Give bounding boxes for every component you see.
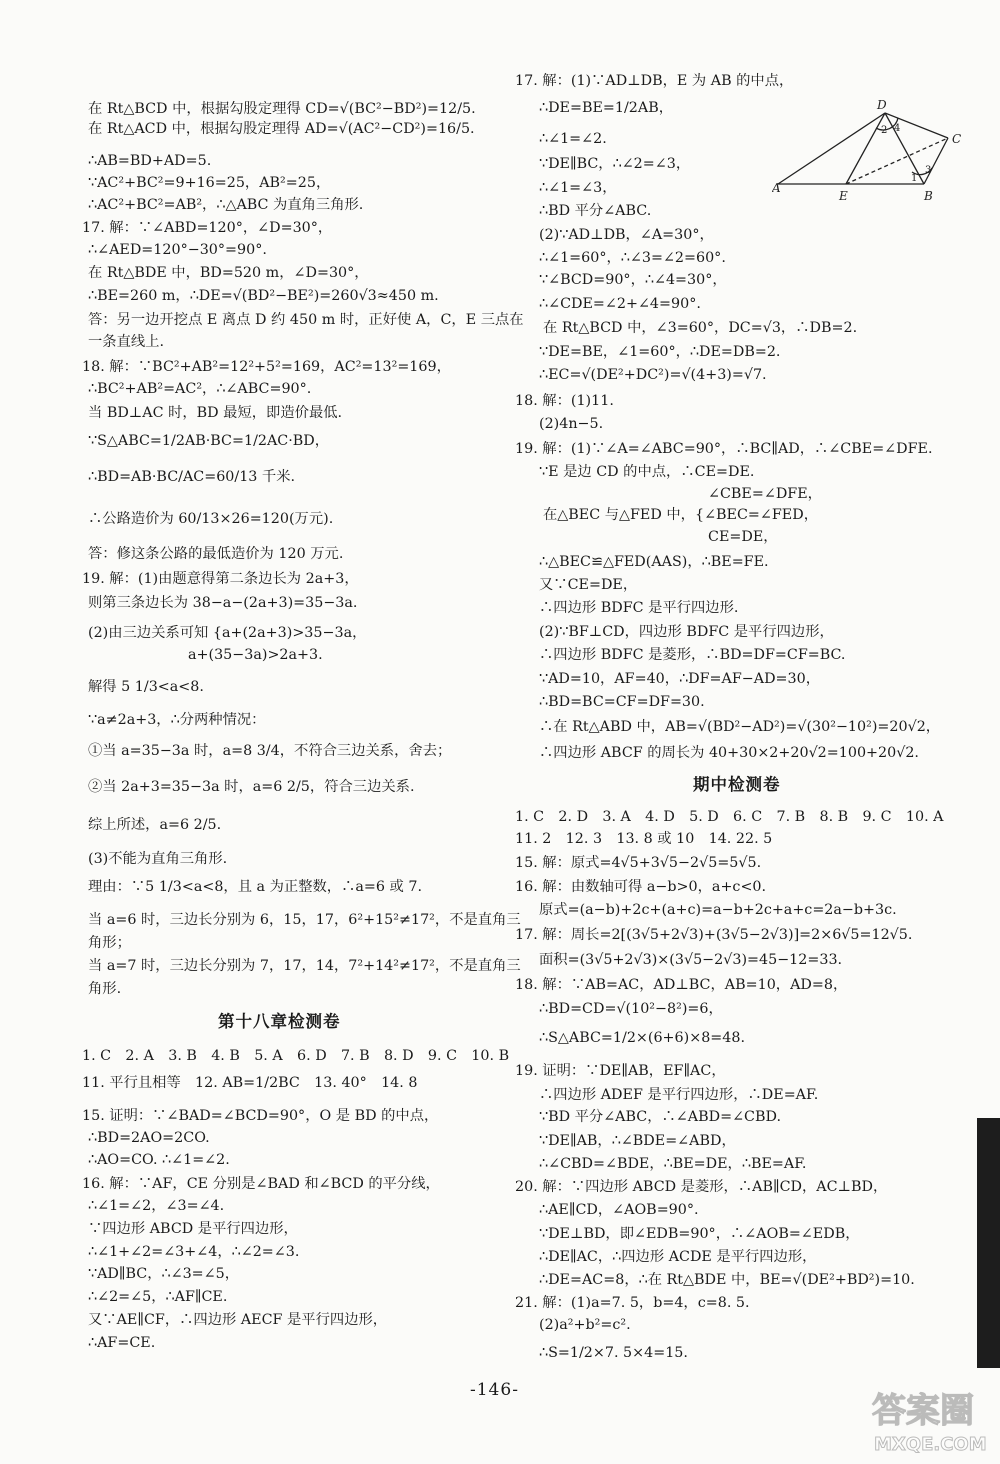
text-line: ∵AC²+BC²=9+16=25，AB²=25， — [88, 175, 331, 191]
text-line: (3)不能为直角三角形. — [88, 851, 228, 867]
section-title: 期中检测卷 — [693, 775, 781, 794]
text-line: ∴AC²+BC²=AB²，∴△ABC 为直角三角形. — [88, 197, 364, 213]
text-line: 17. 解：(1)∵AD⊥DB，E 为 AB 的中点， — [515, 73, 794, 89]
text-line: ∴∠1=60°，∴∠3=∠2=60°. — [539, 250, 726, 266]
text-line: ∴AF=CE. — [88, 1335, 156, 1351]
text-line: ∴四边形 BDFC 是平行四边形. — [539, 600, 739, 616]
text-line: 11. 平行且相等 12. AB=1/2BC 13. 40° 14. 8 — [82, 1075, 418, 1091]
text-line: ∴BD=2AO=2CO. — [88, 1130, 210, 1146]
text-line: 角形； — [88, 935, 131, 951]
text-line: ∵∠BCD=90°，∴∠4=30°， — [539, 272, 727, 288]
text-line: 答：修这条公路的最低造价为 120 万元. — [88, 546, 344, 562]
text-line: ∴AB=BD+AD=5. — [88, 153, 212, 169]
text-line: ∴DE∥AC，∴四边形 ACDE 是平行四边形， — [539, 1249, 817, 1265]
watermark-url: MXQE.COM — [874, 1434, 987, 1455]
text-line: ①当 a=35−3a 时，a=8 3/4，不符合三边关系，舍去； — [88, 743, 452, 759]
text-line: ∴∠CBD=∠BDE，∴BE=DE，∴BE=AF. — [539, 1156, 807, 1172]
label-angle-3: 3 — [925, 165, 932, 176]
text-line: ∴DE=BE=1/2AB， — [539, 100, 674, 116]
text-line: ∴BD=BC=CF=DF=30. — [539, 694, 705, 710]
text-line: ∴EC=√(DE²+DC²)=√(4+3)=√7. — [539, 367, 767, 383]
segment-db — [885, 113, 924, 184]
text-line: ∴∠AED=120°−30°=90°. — [88, 242, 267, 258]
text-line: ∴BD=CD=√(10²−8²)=6， — [539, 1001, 723, 1017]
text-line: ∠CBE=∠DFE， — [708, 486, 822, 502]
text-line: 当 a=7 时，三边长分别为 7，17，14，7²+14²≠17²，不是直角三 — [88, 958, 521, 974]
text-line: ∵AD∥BC，∴∠3=∠5， — [88, 1266, 240, 1282]
text-line: 17. 解：周长=2[(3√5+2√3)+(3√5−2√3)]=2×6√5=12√5. — [515, 927, 913, 943]
text-line: 19. 证明：∵DE∥AB，EF∥AC， — [515, 1063, 726, 1079]
text-line: 当 a=6 时，三边长分别为 6，15，17，6²+15²≠17²，不是直角三 — [88, 912, 521, 928]
text-line: 当 BD⊥AC 时，BD 最短，即造价最低. — [88, 405, 343, 421]
text-line: (2)4n−5. — [539, 416, 604, 432]
text-line: ∵DE⊥BD，即∠EDB=90°，∴∠AOB=∠EDB， — [539, 1226, 860, 1242]
label-c: C — [952, 132, 962, 146]
text-line: 角形. — [88, 981, 122, 997]
text-line: 1. C 2. A 3. B 4. B 5. A 6. D 7. B 8. D 9. C 10. B — [82, 1048, 510, 1064]
text-line: ∴BD=AB·BC/AC=60/13 千米. — [88, 469, 296, 485]
text-line: 在 Rt△ACD 中，根据勾股定理得 AD=√(AC²−CD²)=16/5. — [88, 121, 475, 137]
label-e: E — [839, 189, 848, 203]
text-line: ∴BE=260 m，∴DE=√(BD²−BE²)=260√3≈450 m. — [88, 288, 439, 304]
text-line: ∴∠CDE=∠2+∠4=90°. — [539, 296, 701, 312]
text-line: 原式=(a−b)+2c+(a+c)=a−b+2c+a+c=2a−b+3c. — [539, 902, 897, 918]
text-line: ∴四边形 ADEF 是平行四边形，∴DE=AF. — [539, 1087, 819, 1103]
text-line: ∴∠1=∠2. — [539, 131, 607, 147]
text-line: 1. C 2. D 3. A 4. D 5. D 6. C 7. B 8. B 9. C 10. A — [515, 809, 944, 825]
text-line: ∴公路造价为 60/13×26=120(万元). — [88, 511, 334, 527]
label-angle-1: 1 — [911, 173, 918, 184]
text-line: (2)∵AD⊥DB，∠A=30°， — [539, 227, 714, 243]
text-line: ∴△BEC≌△FED(AAS)，∴BE=FE. — [539, 554, 769, 570]
label-angle-2: 2 — [881, 125, 888, 136]
text-line: 则第三条边长为 38−a−(2a+3)=35−3a. — [88, 595, 358, 611]
text-line: 又∵CE=DE， — [539, 577, 638, 593]
text-line: ∴在 Rt△ABD 中，AB=√(BD²−AD²)=√(30²−10²)=20√2， — [539, 719, 941, 735]
text-line: ∴AE∥CD，∠AOB=90°. — [539, 1202, 699, 1218]
text-line: 11. 2 12. 3 13. 8 或 10 14. 22. 5 — [515, 831, 773, 847]
text-line: ∴DE=AC=8，∴在 Rt△BDE 中，BE=√(DE²+BD²)=10. — [539, 1272, 915, 1288]
text-line: (2)∵BF⊥CD，四边形 BDFC 是平行四边形， — [539, 624, 834, 640]
text-line: 20. 解：∵四边形 ABCD 是菱形，∴AB∥CD，AC⊥BD， — [515, 1179, 888, 1195]
text-line: ∴∠2=∠5，∴AF∥CE. — [88, 1289, 228, 1305]
text-line: ∴S△ABC=1/2×(6+6)×8=48. — [539, 1030, 746, 1046]
text-line: ∵a≠2a+3，∴分两种情况： — [88, 712, 266, 728]
text-line: ∵DE∥BC，∴∠2=∠3， — [539, 156, 691, 172]
label-a: A — [772, 181, 781, 195]
text-line: 在△BEC 与△FED 中，{∠BEC=∠FED， — [543, 507, 818, 523]
text-line: 解得 5 1/3<a<8. — [88, 679, 204, 695]
text-line: ∴∠1+∠2=∠3+∠4，∴∠2=∠3. — [88, 1244, 300, 1260]
text-line: 理由：∵5 1/3<a<8，且 a 为正整数，∴a=6 或 7. — [88, 879, 423, 895]
text-line: ∴∠1=∠2，∠3=∠4. — [88, 1198, 225, 1214]
text-line: 18. 解：(1)11. — [515, 393, 614, 409]
text-line: 在 Rt△BCD 中，根据勾股定理得 CD=√(BC²−BD²)=12/5. — [88, 101, 476, 117]
geometry-figure — [772, 96, 968, 206]
watermark-text: 答案圈 — [872, 1391, 974, 1431]
text-line: ②当 2a+3=35−3a 时，a=6 2/5，符合三边关系. — [88, 779, 415, 795]
text-line: ∴∠1=∠3， — [539, 180, 617, 196]
text-line: 19. 解：(1)由题意得第二条边长为 2a+3， — [82, 571, 359, 587]
section-title: 第十八章检测卷 — [218, 1012, 341, 1031]
watermark-logo — [868, 1380, 994, 1456]
label-angle-4: 4 — [894, 123, 901, 134]
text-line: ∵四边形 ABCD 是平行四边形， — [88, 1221, 298, 1237]
segment-ec-dashed — [846, 138, 948, 184]
text-line: ∴AO=CO. ∴∠1=∠2. — [88, 1152, 230, 1168]
text-line: ∴四边形 ABCF 的周长为 40+30×2+20√2=100+20√2. — [539, 745, 919, 761]
text-line: 16. 解：由数轴可得 a−b>0，a+c<0. — [515, 879, 767, 895]
text-line: ∴BC²+AB²=AC²，∴∠ABC=90°. — [88, 381, 312, 397]
text-line: 一条直线上. — [88, 334, 165, 350]
text-line: ∴S=1/2×7. 5×4=15. — [539, 1345, 688, 1361]
segment-cb — [924, 138, 948, 184]
text-line: ∴四边形 BDFC 是菱形，∴BD=DF=CF=BC. — [539, 647, 846, 663]
text-line: 19. 解：(1)∵∠A=∠ABC=90°，∴BC∥AD，∴∠CBE=∠DFE. — [515, 441, 933, 457]
text-line: ∵BD 平分∠ABC，∴∠ABD=∠CBD. — [539, 1109, 781, 1125]
text-line: 17. 解：∵∠ABD=120°，∠D=30°， — [82, 220, 333, 236]
text-line: 16. 解：∵AF，CE 分别是∠BAD 和∠BCD 的平分线， — [82, 1176, 440, 1192]
text-line: ∵S△ABC=1/2AB·BC=1/2AC·BD， — [88, 433, 330, 449]
text-line: 面积=(3√5+2√3)×(3√5−2√3)=45−12=33. — [539, 952, 843, 968]
text-line: (2)a²+b²=c². — [539, 1317, 631, 1333]
text-line: 18. 解：∵BC²+AB²=12²+5²=169，AC²=13²=169， — [82, 359, 451, 375]
text-line: ∵DE∥AB，∴∠BDE=∠ABD， — [539, 1133, 736, 1149]
text-line: 15. 解：原式=4√5+3√5−2√5=5√5. — [515, 855, 762, 871]
text-line: ∴BD 平分∠ABC. — [539, 203, 652, 219]
text-line: CE=DE， — [708, 529, 778, 545]
segment-ad — [778, 113, 888, 184]
text-line: 又∵AE∥CF，∴四边形 AECF 是平行四边形， — [88, 1312, 388, 1328]
text-line: 15. 证明：∵∠BAD=∠BCD=90°，O 是 BD 的中点， — [82, 1108, 439, 1124]
text-line: 21. 解：(1)a=7. 5，b=4，c=8. 5. — [515, 1295, 750, 1311]
text-line: (2)由三边关系可知 {a+(2a+3)>35−3a， — [88, 625, 367, 641]
text-line: ∵DE=BE，∠1=60°，∴DE=DB=2. — [539, 344, 781, 360]
text-line: 答：另一边开挖点 E 离点 D 约 450 m 时，正好使 A，C，E 三点在 — [88, 312, 524, 328]
text-line: 18. 解：∵AB=AC，AD⊥BC，AB=10，AD=8， — [515, 977, 848, 993]
segment-de — [846, 113, 888, 184]
text-line: ∵AD=10，AF=40，∴DF=AF−AD=30， — [539, 671, 821, 687]
text-line: a+(35−3a)>2a+3. — [188, 647, 323, 663]
label-d: D — [877, 98, 887, 112]
side-tab — [977, 1118, 1000, 1368]
label-b: B — [924, 189, 933, 203]
text-line: 综上所述，a=6 2/5. — [88, 817, 222, 833]
text-line: ∵E 是边 CD 的中点，∴CE=DE. — [539, 464, 755, 480]
page-number: -146- — [470, 1380, 519, 1400]
text-line: 在 Rt△BDE 中，BD=520 m，∠D=30°， — [88, 265, 369, 281]
text-line: 在 Rt△BCD 中，∠3=60°，DC=√3，∴DB=2. — [543, 320, 858, 336]
